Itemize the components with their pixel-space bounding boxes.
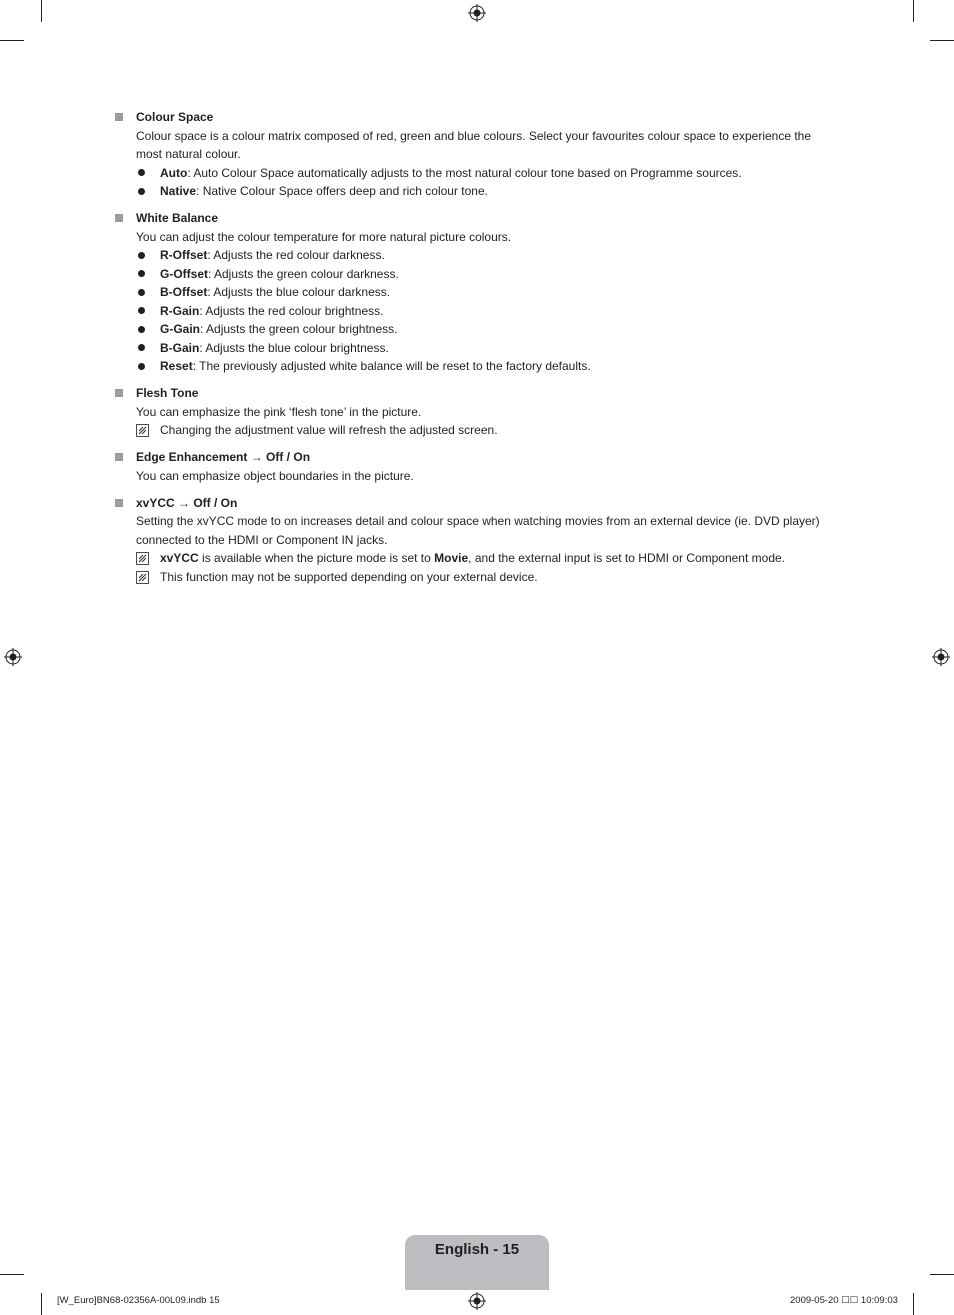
bullet-term: R-Gain bbox=[160, 303, 200, 318]
note-text: is available when the picture mode is set to bbox=[198, 551, 435, 565]
bullet-text: : Adjusts the blue colour darkness. bbox=[207, 285, 391, 299]
section-square-icon bbox=[115, 499, 123, 507]
bullet-term: Reset bbox=[160, 359, 193, 373]
bullet-dot-icon bbox=[138, 326, 145, 333]
crop-mark bbox=[913, 0, 914, 22]
note-term: Movie bbox=[434, 551, 469, 565]
section-title: Colour Space bbox=[136, 110, 214, 124]
bullet-dot-icon bbox=[138, 289, 145, 296]
section-edge-enhancement bbox=[113, 448, 838, 485]
bullet-dot-icon bbox=[138, 252, 145, 259]
crop-mark bbox=[930, 40, 954, 41]
bullet-text: : Adjusts the blue colour brightness. bbox=[199, 340, 389, 355]
section-square-icon bbox=[115, 214, 123, 222]
bullet-term: Auto bbox=[160, 165, 188, 180]
section-description: Setting the xvYCC mode to on increases detail and colour space when watching movies from an external device (ie. DVD player) connected to the HDMI or Component IN jacks. bbox=[136, 514, 820, 547]
crop-mark bbox=[913, 1293, 914, 1315]
section-description: You can emphasize object boundaries in the picture. bbox=[136, 468, 414, 483]
section-square-icon bbox=[115, 453, 123, 461]
bullet-term: B-Gain bbox=[160, 340, 200, 355]
bullet-text: : Auto Colour Space automatically adjusts to the most natural colour tone based on Programme sources. bbox=[187, 165, 742, 180]
bullet-term: Native bbox=[160, 184, 197, 198]
note-text: This function may not be supported depending on your external device. bbox=[160, 569, 538, 584]
bullet-dot-icon bbox=[138, 188, 145, 195]
bullet-term: B-Offset bbox=[160, 285, 208, 299]
registration-mark-icon bbox=[468, 4, 486, 22]
section-title: White Balance bbox=[136, 211, 219, 225]
footer-timestamp: 2009-05-20 ☐☐ 10:09:03 bbox=[790, 1295, 898, 1306]
section-square-icon bbox=[115, 389, 123, 397]
bullet-dot-icon bbox=[138, 344, 145, 351]
crop-mark bbox=[41, 1293, 42, 1315]
bullet-text: : Native Colour Space offers deep and rich colour tone. bbox=[196, 184, 488, 198]
crop-mark bbox=[930, 1274, 954, 1275]
bullet-item bbox=[136, 339, 838, 358]
note-item bbox=[136, 421, 838, 440]
note-icon bbox=[136, 571, 149, 584]
bullet-term: G-Offset bbox=[160, 266, 208, 281]
section-title: xvYCC → Off / On bbox=[136, 495, 238, 510]
section-flesh-tone bbox=[113, 384, 838, 440]
note-item bbox=[136, 549, 838, 568]
bullet-text: : The previously adjusted white balance will be reset to the factory defaults. bbox=[192, 359, 591, 373]
bullet-text: : Adjusts the red colour brightness. bbox=[199, 303, 384, 318]
bullet-item bbox=[136, 246, 838, 265]
note-item bbox=[136, 568, 838, 587]
bullet-item bbox=[136, 164, 838, 183]
crop-mark bbox=[0, 40, 24, 41]
footer-file-info: [W_Euro]BN68-02356A-00L09.indb 15 bbox=[57, 1295, 220, 1306]
section-colour-space bbox=[113, 108, 838, 201]
bullet-dot-icon bbox=[138, 169, 145, 176]
section-square-icon bbox=[115, 113, 123, 121]
section-description: You can adjust the colour temperature for more natural picture colours. bbox=[136, 229, 512, 244]
section-white-balance bbox=[113, 209, 838, 376]
note-text: Changing the adjustment value will refresh the adjusted screen. bbox=[160, 423, 498, 437]
crop-mark bbox=[41, 0, 42, 22]
bullet-item bbox=[136, 283, 838, 302]
section-description: You can emphasize the pink ‘flesh tone’ in the picture. bbox=[136, 404, 422, 419]
manual-content bbox=[113, 108, 838, 595]
page-number-tab bbox=[405, 1235, 549, 1290]
note-icon bbox=[136, 424, 149, 437]
note-term: xvYCC bbox=[160, 551, 199, 565]
registration-mark-icon bbox=[4, 648, 22, 666]
bullet-dot-icon bbox=[138, 307, 145, 314]
note-text: , and the external input is set to HDMI or Component mode. bbox=[468, 551, 785, 565]
section-title: Flesh Tone bbox=[136, 386, 199, 400]
bullet-text: : Adjusts the red colour darkness. bbox=[207, 248, 385, 262]
note-icon bbox=[136, 552, 149, 565]
crop-mark bbox=[0, 1274, 24, 1275]
bullet-text: : Adjusts the green colour brightness. bbox=[200, 322, 398, 336]
bullet-dot-icon bbox=[138, 363, 145, 370]
bullet-term: G-Gain bbox=[160, 322, 201, 336]
section-title: Edge Enhancement → Off / On bbox=[136, 450, 311, 464]
bullet-text: : Adjusts the green colour darkness. bbox=[208, 266, 399, 281]
section-xvycc bbox=[113, 494, 838, 587]
registration-mark-icon bbox=[468, 1292, 486, 1310]
bullet-term: R-Offset bbox=[160, 248, 208, 262]
registration-mark-icon bbox=[932, 648, 950, 666]
bullet-item bbox=[136, 320, 838, 339]
bullet-dot-icon bbox=[138, 270, 145, 277]
section-description: Colour space is a colour matrix composed of red, green and blue colours. Select your favourites colour space to experience the most natural colour. bbox=[136, 128, 812, 161]
bullet-item bbox=[136, 265, 838, 284]
bullet-item bbox=[136, 182, 838, 201]
bullet-item bbox=[136, 357, 838, 376]
page-label: English - 15 bbox=[434, 1241, 520, 1258]
bullet-item bbox=[136, 302, 838, 321]
